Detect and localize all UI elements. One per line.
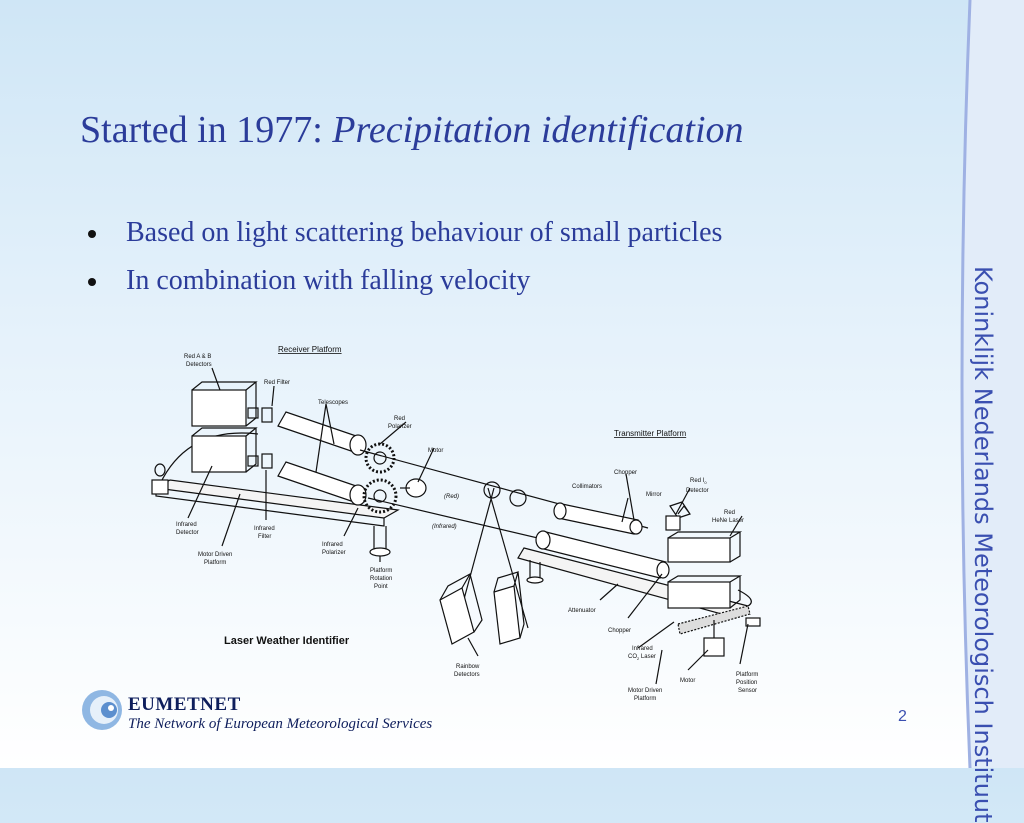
infrared-polarizer-label: Infrared	[322, 542, 343, 548]
collimators-label: Collimators	[572, 484, 603, 490]
co2-text: CO	[628, 654, 637, 660]
red-laser-label: Red	[724, 510, 736, 516]
co2-laser-label: Infrared	[632, 646, 653, 652]
eumetnet-logo-icon	[80, 688, 124, 732]
title-emphasis: Precipitation identification	[332, 109, 744, 151]
institute-name	[968, 266, 998, 516]
red-i0-subscript: 0	[704, 480, 707, 485]
rainbow-detectors-label-2: Detectors	[454, 672, 480, 678]
red-filter-label: Red Filter	[264, 380, 291, 386]
telescopes-label: Telescopes	[318, 400, 349, 406]
red-beam-label: (Red)	[444, 494, 460, 500]
motor-driven-platform-bottom-label-2: Platform	[634, 696, 657, 702]
mirror-label: Mirror	[646, 492, 662, 498]
laser-weather-identifier-diagram	[148, 338, 770, 702]
rainbow-detectors-label: Rainbow	[456, 664, 480, 670]
infrared-detector-label: Infrared	[176, 522, 197, 528]
red-laser-label-2: HeNe Laser	[712, 518, 745, 524]
org-tagline: The Network of European Meteorological Services	[128, 716, 433, 732]
motor-driven-platform-label-2: Platform	[204, 560, 227, 566]
red-ab-label: Red A & B	[184, 354, 212, 360]
red-ab-label-2: Detectors	[186, 362, 212, 368]
transmitter-platform-label: Transmitter Platform	[614, 429, 687, 438]
diagram-caption: Laser Weather Identifier	[224, 635, 350, 647]
laser-diagram-drawing	[148, 338, 770, 702]
co2-subscript: 2	[637, 656, 640, 661]
position-sensor-label-2: Position	[736, 680, 758, 686]
infrared-filter-label-2: Filter	[258, 534, 272, 540]
bullet-dot-icon	[88, 230, 96, 238]
red-i0-detector-label	[690, 478, 707, 485]
co2-laser-label-2	[628, 654, 656, 661]
infrared-beam-label: (Infrared)	[432, 524, 457, 530]
motor-driven-platform-bottom-label: Motor Driven	[628, 688, 663, 694]
position-sensor-label: Platform	[736, 672, 759, 678]
bullet-text: In combination with falling velocity	[126, 265, 531, 296]
bullet-list	[88, 212, 722, 308]
co2-laser-text: Laser	[639, 654, 656, 660]
org-name: EUMETNET	[128, 694, 241, 715]
red-polarizer-label: Red	[394, 416, 406, 422]
motor-label: Motor	[428, 448, 444, 454]
slide-title	[80, 108, 744, 152]
motor-bottom-label: Motor	[680, 678, 696, 684]
platform-rotation-label-3: Point	[374, 584, 388, 590]
motor-driven-platform-label: Motor Driven	[198, 552, 233, 558]
infrared-detector-label-2: Detector	[176, 530, 199, 536]
red-i0-detector-label-2: Detector	[686, 488, 709, 494]
position-sensor-label-3: Sensor	[738, 688, 758, 694]
bullet-item	[88, 260, 722, 308]
attenuator-label: Attenuator	[568, 608, 596, 614]
page-number: 2	[898, 708, 907, 725]
bullet-item	[88, 212, 722, 260]
bullet-dot-icon	[88, 278, 96, 286]
receiver-platform-label: Receiver Platform	[278, 345, 342, 354]
infrared-polarizer-label-2: Polarizer	[322, 550, 346, 556]
red-polarizer-label-2: Polarizer	[388, 424, 412, 430]
infrared-filter-label: Infrared	[254, 526, 275, 532]
title-prefix: Started in 1977:	[80, 109, 333, 151]
red-i0-text: Red I	[690, 478, 705, 484]
platform-rotation-label: Platform	[370, 568, 393, 574]
chopper-top-label: Chopper	[614, 470, 638, 476]
platform-rotation-label-2: Rotation	[370, 576, 393, 582]
chopper-bottom-label: Chopper	[608, 628, 632, 634]
bullet-text: Based on light scattering behaviour of small particles	[126, 217, 723, 248]
